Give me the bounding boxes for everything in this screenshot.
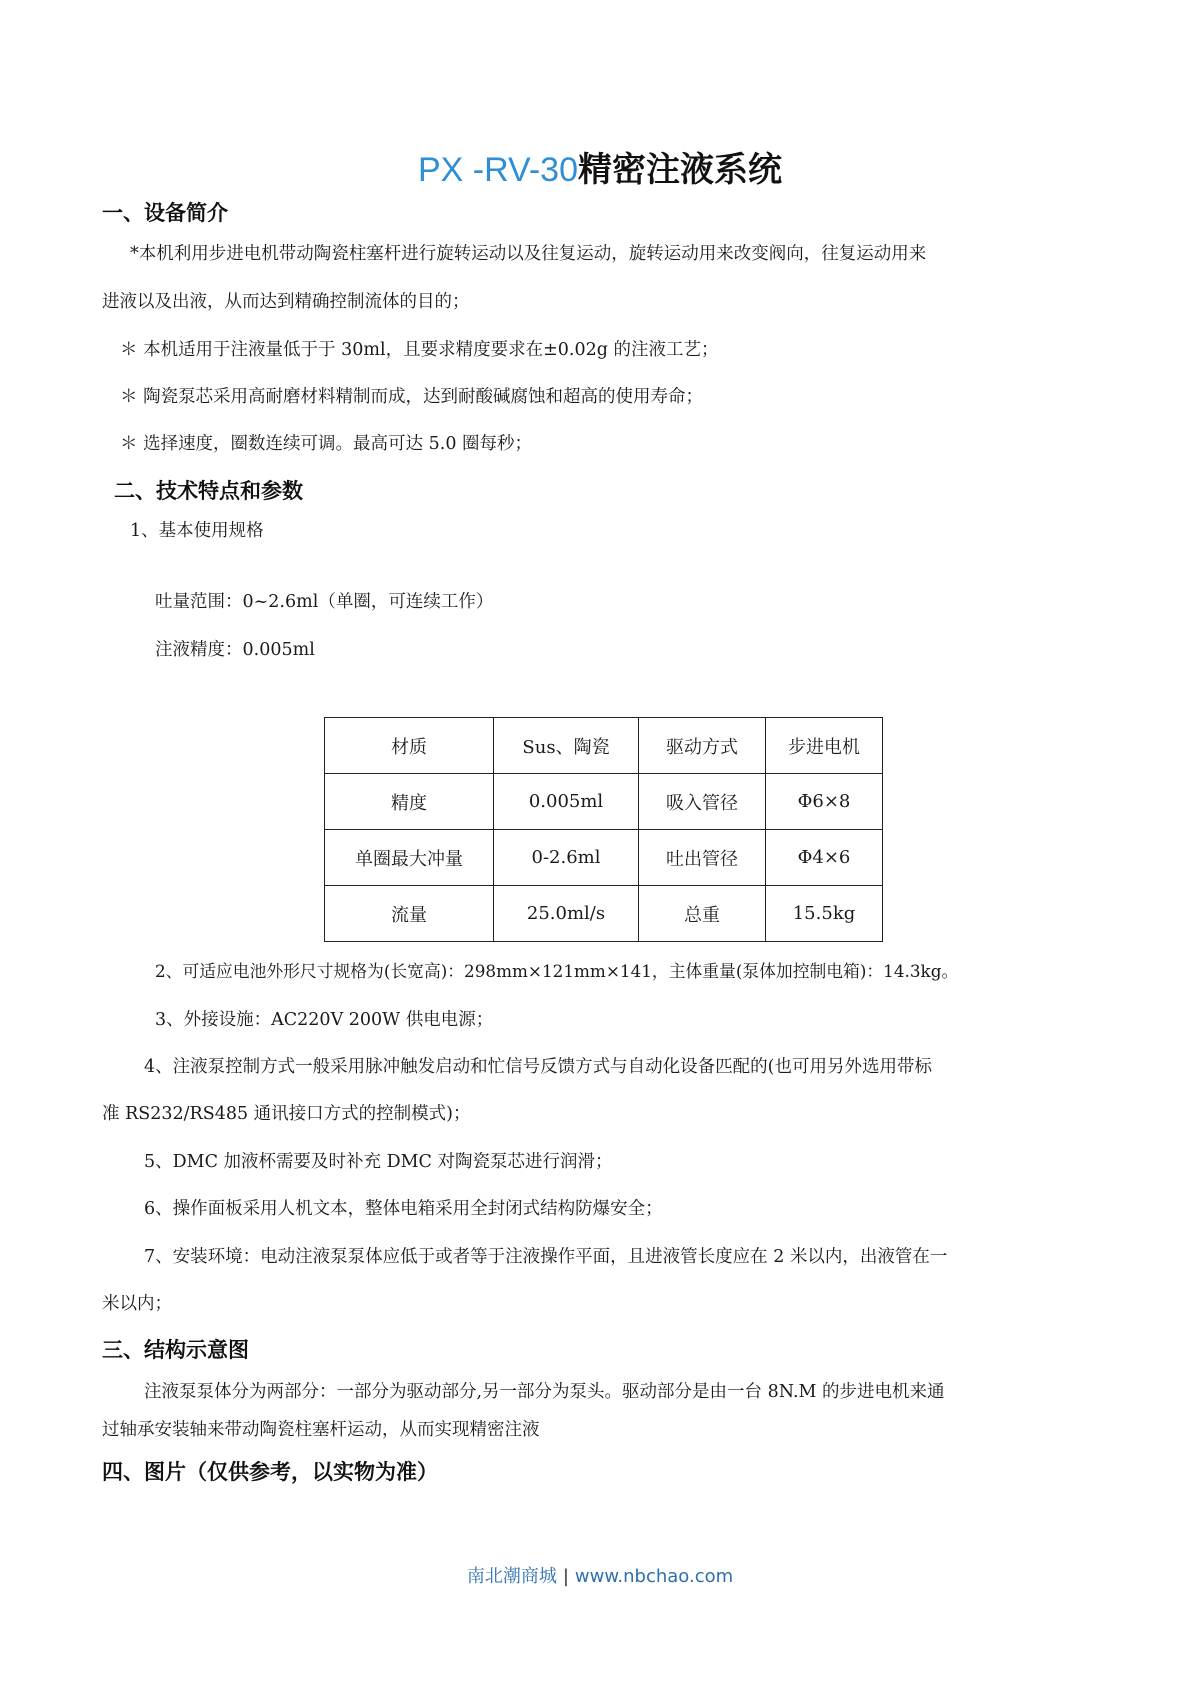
table-cell: 吸入管径 bbox=[639, 774, 766, 830]
table-cell: Φ4×6 bbox=[766, 830, 883, 886]
table-cell: 15.5kg bbox=[766, 886, 883, 942]
table-row bbox=[325, 774, 883, 830]
table-cell: 25.0ml/s bbox=[494, 886, 639, 942]
section1-heading: 一、设备简介 bbox=[102, 201, 228, 225]
table-cell: 材质 bbox=[325, 718, 494, 774]
table-cell: 吐出管径 bbox=[639, 830, 766, 886]
title-model: PX -RV-30 bbox=[417, 151, 578, 189]
table-row bbox=[325, 718, 883, 774]
table-cell: 0-2.6ml bbox=[494, 830, 639, 886]
section2-subheading: 1、基本使用规格 bbox=[130, 521, 264, 541]
footer-separator: | bbox=[562, 1566, 569, 1587]
table-cell: Φ6×8 bbox=[766, 774, 883, 830]
table-cell: 精度 bbox=[325, 774, 494, 830]
item-3: 3、外接设施：AC220V 200W 供电电源； bbox=[155, 1010, 494, 1030]
table-cell: 步进电机 bbox=[766, 718, 883, 774]
section3-line1: 注液泵泵体分为两部分：一部分为驱动部分,另一部分为泵头。驱动部分是由一台 8N.M 的步进电机来通 bbox=[144, 1382, 945, 1402]
spec-table bbox=[324, 717, 883, 942]
item-2: 2、可适应电池外形尺寸规格为(长宽高)：298mm×121mm×141，主体重量(泵体加控制电箱)：14.3kg。 bbox=[155, 961, 959, 981]
table-cell: Sus、陶瓷 bbox=[494, 718, 639, 774]
table-row bbox=[325, 830, 883, 886]
section1-bullet-2: ＊ 陶瓷泵芯采用高耐磨材料精制而成，达到耐酸碱腐蚀和超高的使用寿命； bbox=[120, 387, 704, 407]
table-cell: 单圈最大冲量 bbox=[325, 830, 494, 886]
output-range: 吐量范围：0~2.6ml（单圈，可连续工作） bbox=[155, 592, 494, 612]
table-cell: 流量 bbox=[325, 886, 494, 942]
section3-line2: 过轴承安装轴来带动陶瓷柱塞杆运动，从而实现精密注液 bbox=[102, 1420, 540, 1440]
section1-intro-line1: *本机利用步进电机带动陶瓷柱塞杆进行旋转运动以及往复运动，旋转运动用来改变阀向，往复运动用来 bbox=[130, 244, 927, 264]
section4-heading: 四、图片（仅供参考，以实物为准） bbox=[102, 1460, 438, 1484]
item-5: 5、DMC 加液杯需要及时补充 DMC 对陶瓷泵芯进行润滑； bbox=[144, 1152, 613, 1172]
item-7-line2: 米以内； bbox=[102, 1294, 172, 1314]
title-name: 精密注液系统 bbox=[578, 150, 782, 190]
page-title bbox=[0, 142, 1200, 191]
footer bbox=[0, 1562, 1200, 1588]
footer-url-link[interactable]: www.nbchao.com bbox=[574, 1566, 734, 1587]
footer-site-name: 南北潮商城 bbox=[466, 1566, 557, 1587]
table-row bbox=[325, 886, 883, 942]
table-cell: 总重 bbox=[639, 886, 766, 942]
item-7-line1: 7、安装环境：电动注液泵泵体应低于或者等于注液操作平面，且进液管长度应在 2 米以内，出液管在一 bbox=[144, 1247, 948, 1267]
section2-heading: 二、技术特点和参数 bbox=[114, 479, 303, 503]
item-4-line1: 4、注液泵控制方式一般采用脉冲触发启动和忙信号反馈方式与自动化设备匹配的(也可用另外选用带标 bbox=[144, 1057, 932, 1077]
item-6: 6、操作面板采用人机文本，整体电箱采用全封闭式结构防爆安全； bbox=[144, 1199, 663, 1219]
injection-precision: 注液精度：0.005ml bbox=[155, 640, 315, 660]
section1-bullet-3: ＊ 选择速度，圈数连续可调。最高可达 5.0 圈每秒； bbox=[120, 434, 533, 454]
item-4-line2: 准 RS232/RS485 通讯接口方式的控制模式)； bbox=[102, 1104, 471, 1124]
section1-bullet-1: ＊ 本机适用于注液量低于于 30ml，且要求精度要求在±0.02g 的注液工艺； bbox=[120, 340, 719, 360]
section3-heading: 三、结构示意图 bbox=[102, 1338, 249, 1362]
section1-intro-line2: 进液以及出液，从而达到精确控制流体的目的； bbox=[102, 292, 470, 312]
table-cell: 驱动方式 bbox=[639, 718, 766, 774]
table-cell: 0.005ml bbox=[494, 774, 639, 830]
